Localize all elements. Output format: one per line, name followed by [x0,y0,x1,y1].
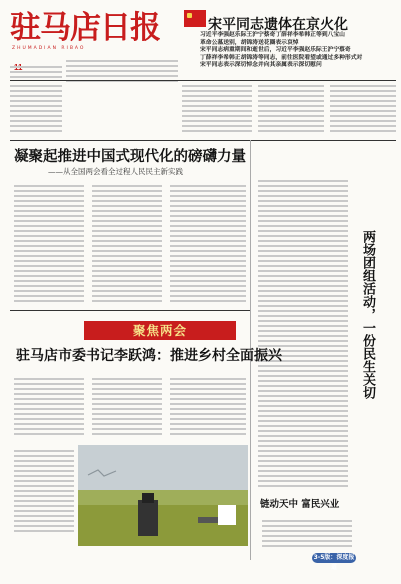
side-story-headline[interactable]: 链动天中 富民兴业 [260,499,340,510]
body-col [14,450,74,535]
top-story-subline-1: 习近平李强赵乐际王沪宁蔡奇丁薛祥李希韩正等到八宝山 [200,32,345,38]
masthead-info-lines [10,66,62,81]
body-col [14,185,84,305]
top-story-subline-3: 宋平同志病重期间和逝世后，习近平李强赵乐际王沪宁蔡奇 [200,47,351,53]
masthead-title: 驻马店日报 [10,10,160,46]
body-col [170,185,246,305]
body-col [330,85,396,135]
top-story-sublines [200,32,396,70]
party-flag-icon [184,10,206,27]
body-col [14,378,84,438]
lead-rule [10,140,396,141]
index-footer-link[interactable]: 3-5版：深度报道 [313,554,355,571]
body-col [92,185,162,305]
body-col [10,85,62,135]
masthead-info-block [66,60,178,85]
body-col [170,378,246,438]
second-article-headline[interactable]: 驻马店市委书记李跃鸿：推进乡村全面振兴 [16,348,282,364]
mid-rule [10,310,250,311]
farm-drone-photo [78,445,248,546]
top-story-subline-5: 宋平同志表示深切悼念并向其亲属表示深切慰问 [200,62,322,68]
body-col [258,180,348,490]
masthead-subtitle: ZHUMADIAN RIBAO [12,46,86,51]
top-story-subline-2: 革命公墓送别，胡锦涛送花圈表示哀悼 [200,39,299,46]
lead-article-headline[interactable]: 凝聚起推进中国式现代化的磅礴力量 [14,148,246,165]
feature-banner: 聚焦两会 [84,321,236,340]
lead-article-subheadline: ——从全国两会看全过程人民民主新实践 [48,167,183,176]
top-rule [10,80,396,81]
vertical-column-title[interactable]: 两场团组活动，一份民生关切 [360,230,375,399]
top-story-headline[interactable]: 宋平同志遗体在京火化 [208,17,348,33]
photo-art [78,445,248,546]
body-col [182,85,252,135]
body-col [92,378,162,438]
body-col [262,520,352,550]
body-col [258,85,324,135]
top-story-subline-4: 丁薛祥李希韩正胡锦涛等同志，前往医院看望或通过多种形式对 [200,54,363,61]
